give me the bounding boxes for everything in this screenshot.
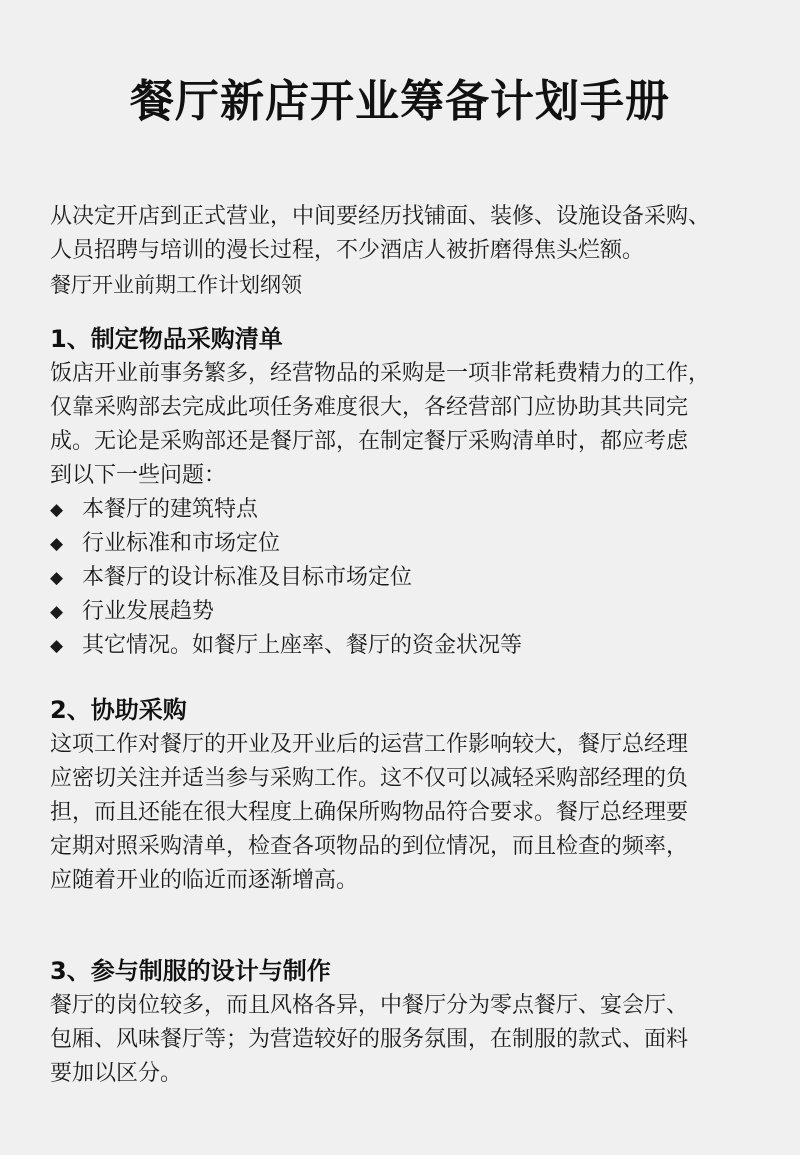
section-line: 成。无论是采购部还是餐厅部，在制定餐厅采购清单时，都应考虑: [50, 429, 689, 454]
section-line: 包厢、风味餐厅等；为营造较好的服务氛围，在制服的款式、面料: [50, 1027, 689, 1052]
diamond-bullet-icon: ◆: [50, 568, 64, 588]
intro-paragraph: [50, 200, 770, 302]
bullet-item: [50, 595, 770, 629]
section-line: 仅靠采购部去完成此项任务难度很大，各经营部门应协助其共同完: [50, 395, 689, 420]
section-line: 应随着开业的临近而逐渐增高。: [50, 868, 359, 893]
document-title: 餐厅新店开业筹备计划手册: [130, 76, 670, 127]
section-uniform-design: [50, 953, 770, 1091]
section-line: 到以下一些问题：: [50, 463, 227, 488]
intro-subtitle: 餐厅开业前期工作计划纲领: [50, 273, 302, 297]
section-assist-purchase: [50, 692, 770, 898]
diamond-bullet-icon: ◆: [50, 534, 64, 554]
diamond-bullet-icon: ◆: [50, 500, 64, 520]
section-line: 要加以区分。: [50, 1061, 183, 1086]
bullet-text: 其它情况。如餐厅上座率、餐厅的资金状况等: [82, 633, 523, 658]
bullet-text: 本餐厅的建筑特点: [82, 497, 259, 522]
intro-line: 从决定开店到正式营业，中间要经历找铺面、装修、设施设备采购、: [50, 204, 711, 229]
bullet-text: 行业发展趋势: [82, 599, 215, 624]
section-heading: 2、协助采购: [50, 696, 187, 724]
section-line: 餐厅的岗位较多，而且风格各异，中餐厅分为零点餐厅、宴会厅、: [50, 993, 689, 1018]
diamond-bullet-icon: ◆: [50, 602, 64, 622]
section-heading: 3、参与制服的设计与制作: [50, 957, 331, 985]
section-line: 饭店开业前事务繁多，经营物品的采购是一项非常耗费精力的工作，: [50, 361, 711, 386]
intro-line: 人员招聘与培训的漫长过程，不少酒店人被折磨得焦头烂额。: [50, 238, 645, 263]
diamond-bullet-icon: ◆: [50, 636, 64, 656]
section-line: 应密切关注并适当参与采购工作。这不仅可以减轻采购部经理的负: [50, 766, 689, 791]
bullet-item: [50, 629, 770, 663]
section-purchase-list: [50, 321, 770, 663]
bullet-item: [50, 527, 770, 561]
section-line: 定期对照采购清单，检查各项物品的到位情况，而且检查的频率，: [50, 834, 689, 859]
bullet-item: [50, 493, 770, 527]
section-line: 这项工作对餐厅的开业及开业后的运营工作影响较大，餐厅总经理: [50, 732, 689, 757]
bullet-item: [50, 561, 770, 595]
section-line: 担，而且还能在很大程度上确保所购物品符合要求。餐厅总经理要: [50, 800, 689, 825]
section-heading: 1、制定物品采购清单: [50, 325, 283, 353]
bullet-text: 行业标准和市场定位: [82, 531, 281, 556]
bullet-text: 本餐厅的设计标准及目标市场定位: [82, 565, 413, 590]
